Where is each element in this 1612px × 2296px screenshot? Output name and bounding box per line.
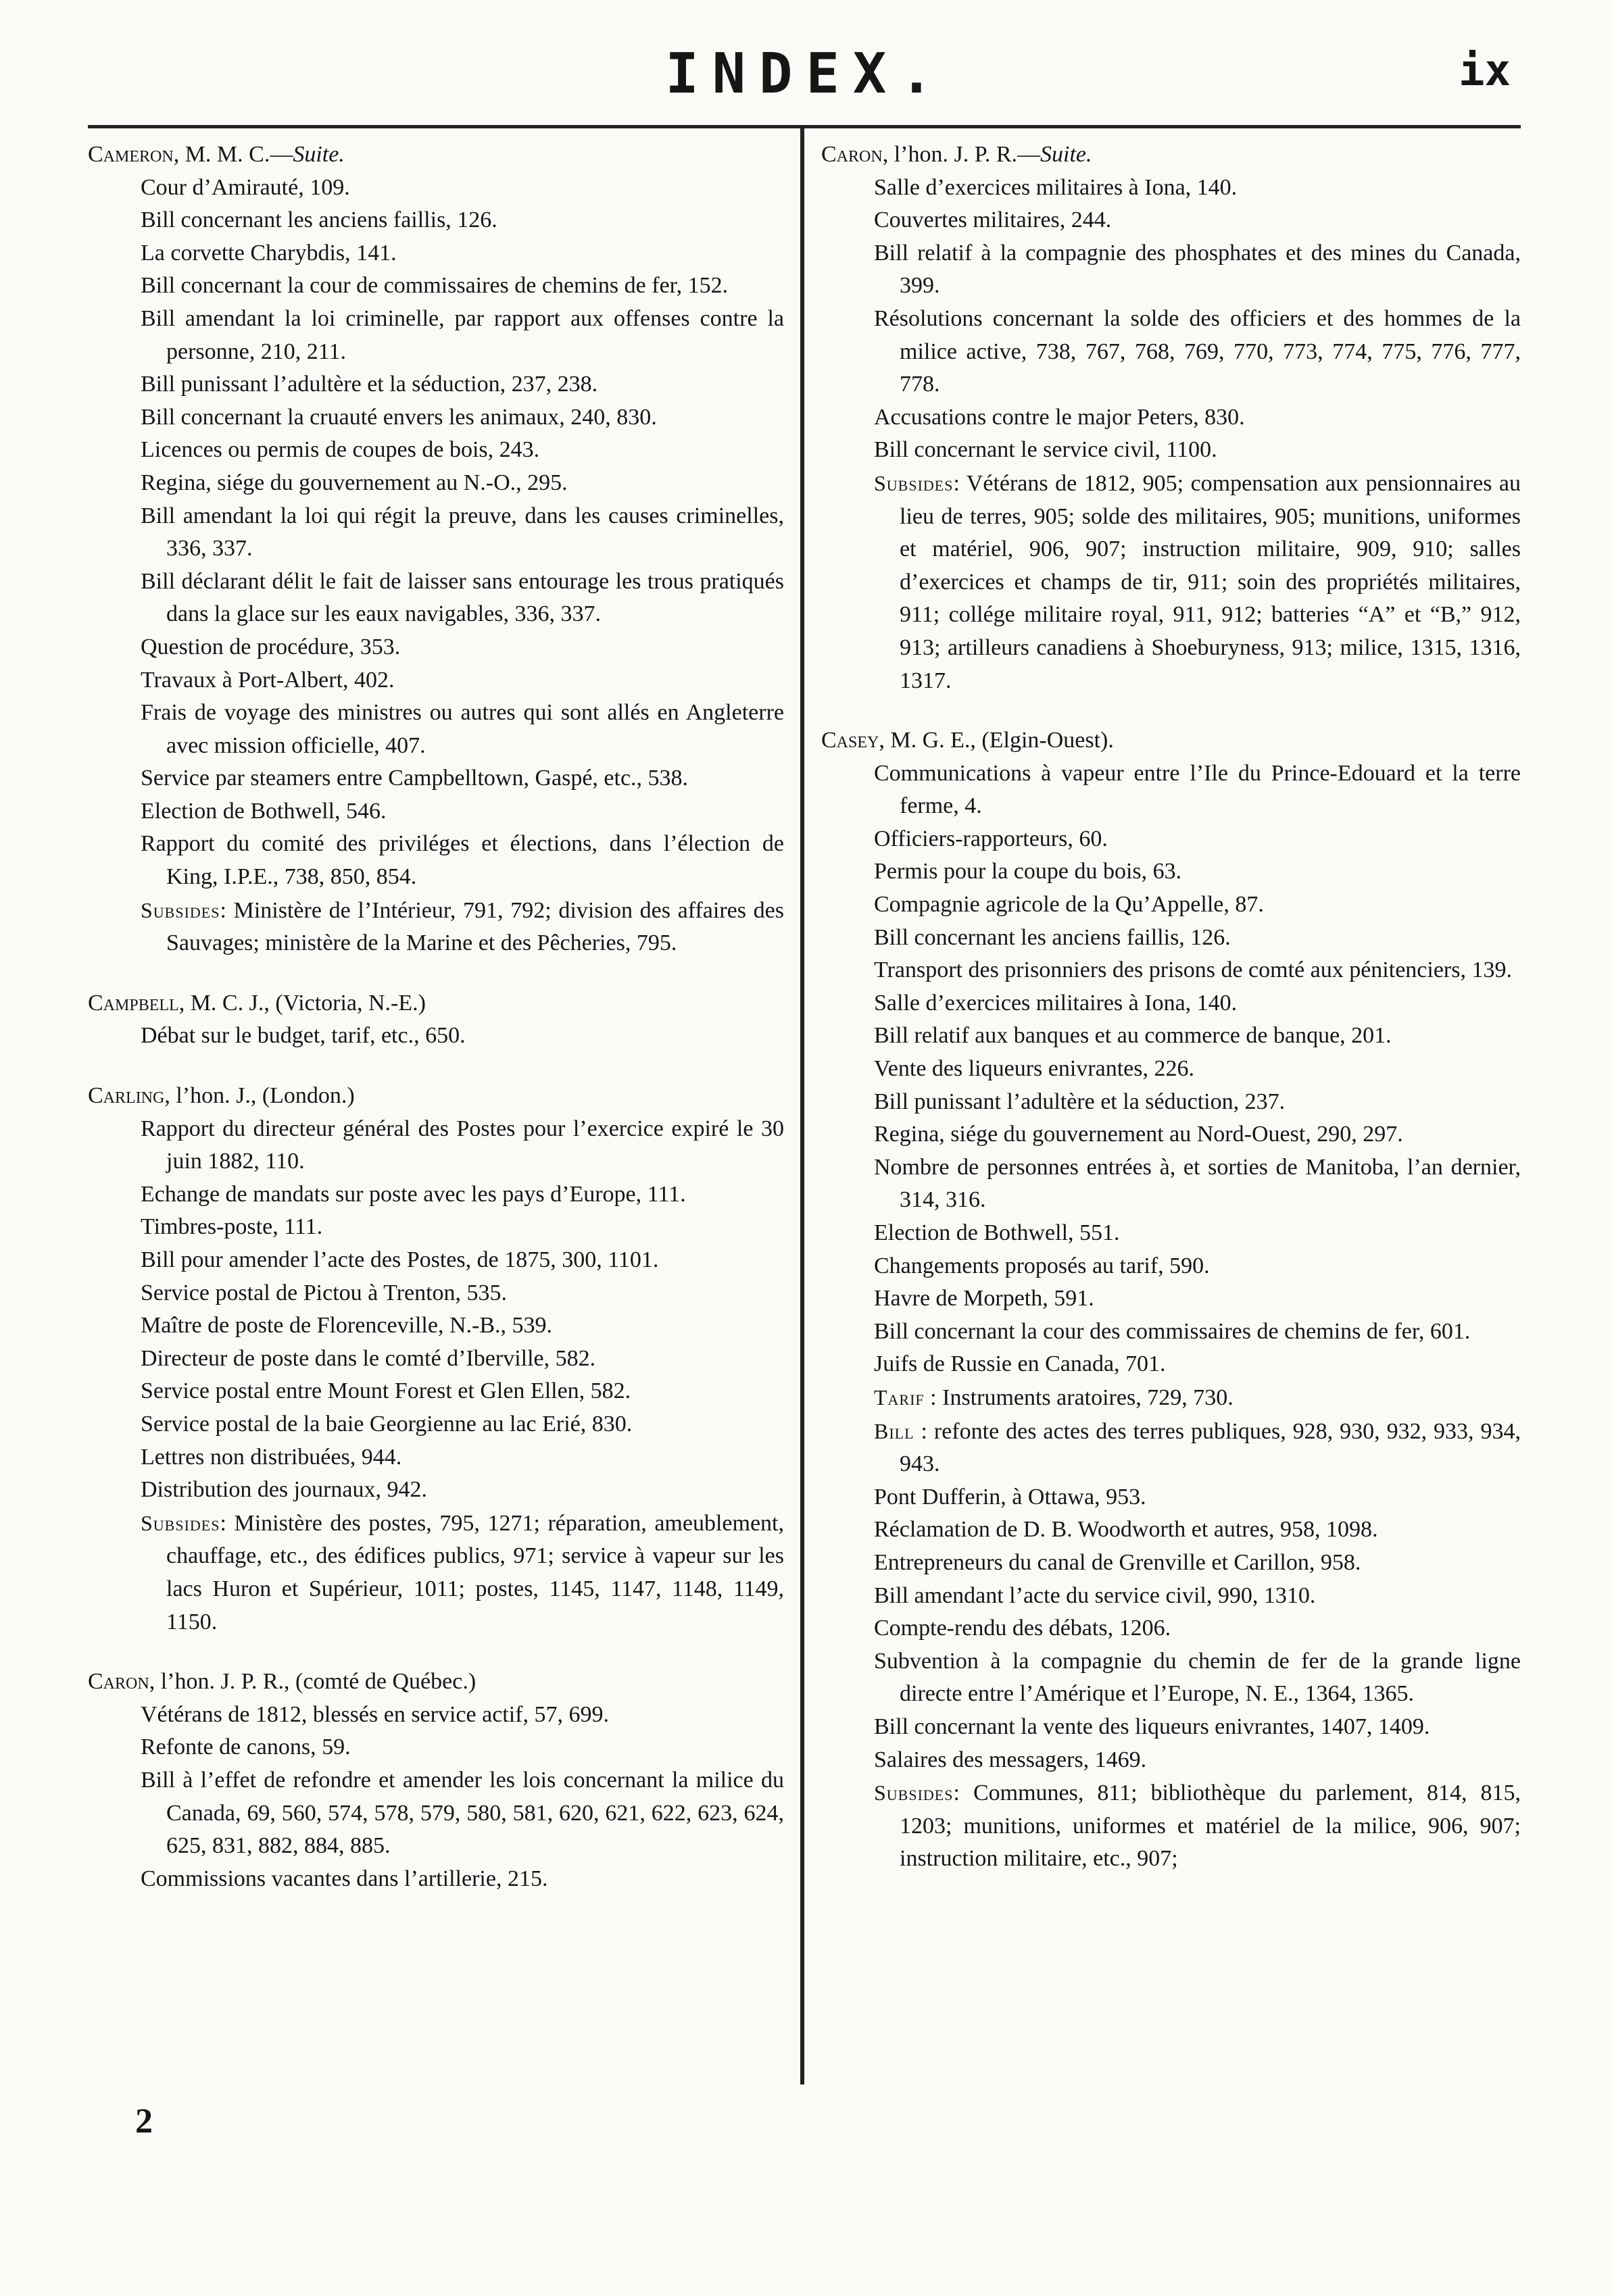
subentry: Distribution des journaux, 942.	[141, 1477, 428, 1503]
subentry: Bill concernant les anciens faillis, 126.	[874, 924, 1231, 950]
left-column	[88, 139, 784, 1895]
subentry: Frais de voyage des ministres ou autres qui sont allés en Angleterre avec mission officielle, 407.	[141, 700, 784, 758]
subentry: Service par steamers entre Campbelltown, Gaspé, etc., 538.	[141, 766, 689, 791]
subentry: Bill punissant l’adultère et la séduction, 237, 238.	[141, 372, 598, 397]
subentry: Election de Bothwell, 546.	[141, 798, 387, 824]
page-header	[0, 42, 1612, 116]
subentry: Rapport du directeur général des Postes pour l’exercice expiré le 30 juin 1882, 110.	[141, 1116, 784, 1174]
subsides-text: : Ministère de l’Intérieur, 791, 792; division des affaires des Sauvages; ministère de la Marine et des Pêcheries, 795.	[166, 897, 784, 956]
subentry	[821, 1415, 1521, 1481]
subentry: Regina, siége du gouvernement au N.-O., 295.	[141, 470, 568, 495]
entry-heading	[88, 1080, 784, 1113]
subentry: Service postal entre Mount Forest et Glen Ellen, 582.	[141, 1378, 631, 1404]
subentry: Refonte de canons, 59.	[141, 1735, 351, 1760]
right-column	[821, 139, 1521, 1876]
subentry-text: : Instruments aratoires, 729, 730.	[924, 1384, 1234, 1410]
entry-heading	[88, 139, 784, 172]
subentry: Bill concernant la vente des liqueurs enivrantes, 1407, 1409.	[874, 1714, 1430, 1739]
subentry: Accusations contre le major Peters, 830.	[874, 404, 1245, 430]
subentry: Bill à l’effet de refondre et amender les lois concernant la milice du Canada, 69, 560, 574, 578, 579, 580, 581, 620, 621, 622, 623, 624, 625, 831, 882, 884, 885.	[141, 1767, 784, 1859]
entry-heading	[821, 724, 1521, 757]
subentry: Réclamation de D. B. Woodworth et autres, 958, 1098.	[874, 1517, 1378, 1543]
subentry	[821, 1381, 1521, 1415]
index-entry	[821, 724, 1521, 1876]
subentry: Regina, siége du gouvernement au Nord-Ouest, 290, 297.	[874, 1122, 1403, 1147]
subentry: Travaux à Port-Albert, 402.	[141, 667, 395, 693]
index-entry	[88, 1080, 784, 1639]
subsides-text: : Ministère des postes, 795, 1271; réparation, ameublement, chauffage, etc., des édifices publics, 971; service à vapeur sur les lacs Huron et Supérieur, 1011; postes, 1145, 1147, 1148, 1149, 1150.	[166, 1510, 784, 1634]
index-entry	[821, 139, 1521, 697]
subentry: Directeur de poste dans le comté d’Iberville, 582.	[141, 1345, 596, 1371]
entry-name: Caron	[88, 1669, 149, 1695]
signature-mark: 2	[135, 2102, 153, 2141]
subentry: Transport des prisonniers des prisons de comté aux pénitenciers, 139.	[874, 957, 1512, 983]
subsides-entry	[88, 894, 784, 960]
entry-details: , l’hon. J. P. R.—	[882, 142, 1041, 167]
subentry: Couvertes militaires, 244.	[874, 207, 1112, 233]
entry-heading	[88, 987, 784, 1020]
subentry-text: : refonte des actes des terres publiques, 928, 930, 932, 933, 934, 943.	[900, 1418, 1521, 1477]
subentry: Election de Bothwell, 551.	[874, 1220, 1120, 1245]
top-rule	[88, 125, 1521, 128]
subentry: Bill relatif à la compagnie des phosphates et des mines du Canada, 399.	[874, 240, 1521, 299]
subentry: La corvette Charybdis, 141.	[141, 240, 397, 266]
subentry: Cour d’Amirauté, 109.	[141, 174, 350, 200]
subentry: Résolutions concernant la solde des officiers et des hommes de la milice active, 738, 767, 768, 769, 770, 773, 774, 775, 776, 777, 778.	[874, 305, 1521, 397]
index-entry	[88, 1666, 784, 1895]
column-divider	[800, 125, 804, 2085]
subentry: Bill relatif aux banques et au commerce de banque, 201.	[874, 1023, 1392, 1049]
entry-name: Carling	[88, 1083, 165, 1109]
subentry: Havre de Morpeth, 591.	[874, 1286, 1094, 1312]
subentry: Question de procédure, 353.	[141, 634, 401, 659]
subentry: Vente des liqueurs enivrantes, 226.	[874, 1056, 1194, 1082]
entry-name: Cameron	[88, 142, 174, 167]
entry-name: Casey	[821, 728, 879, 753]
subentry-label: Tarif	[874, 1384, 925, 1409]
subentry-label: Bill	[874, 1418, 914, 1443]
subentry: Bill amendant la loi qui régit la preuve, dans les causes criminelles, 336, 337.	[141, 503, 784, 561]
subentry: Bill concernant le service civil, 1100.	[874, 437, 1217, 463]
subentry: Bill concernant la cruauté envers les animaux, 240, 830.	[141, 404, 657, 430]
subentry: Bill amendant l’acte du service civil, 990, 1310.	[874, 1582, 1316, 1608]
subentry: Bill punissant l’adultère et la séduction, 237.	[874, 1089, 1286, 1114]
subentry: Echange de mandats sur poste avec les pays d’Europe, 111.	[141, 1181, 686, 1207]
subentry: Subvention à la compagnie du chemin de fer de la grande ligne directe entre l’Amérique et l’Europe, N. E., 1364, 1365.	[874, 1648, 1521, 1707]
entry-details: , M. M. C.—	[173, 142, 293, 167]
index-entry	[88, 987, 784, 1053]
subentry: Permis pour la coupe du bois, 63.	[874, 859, 1182, 884]
subentry: Bill concernant la cour des commissaires de chemins de fer, 601.	[874, 1318, 1471, 1344]
entry-name: Caron	[821, 142, 883, 167]
subentry: Débat sur le budget, tarif, etc., 650.	[141, 1023, 466, 1049]
subentry: Entrepreneurs du canal de Grenville et Carillon, 958.	[874, 1549, 1361, 1575]
subentry: Rapport du comité des priviléges et élections, dans l’élection de King, I.P.E., 738, 850, 854.	[141, 831, 784, 890]
subsides-label: Subsides	[141, 897, 220, 922]
subsides-entry	[821, 467, 1521, 697]
entry-details: , l’hon. J. P. R., (comté de Québec.)	[149, 1669, 477, 1695]
subentry: Compte-rendu des débats, 1206.	[874, 1616, 1171, 1641]
entry-details: , l’hon. J., (London.)	[164, 1083, 355, 1109]
subentry: Salaires des messagers, 1469.	[874, 1747, 1147, 1772]
subsides-text: : Vétérans de 1812, 905; compensation aux pensionnaires au lieu de terres, 905; solde des militaires, 905; munitions, uniformes et matériel, 906, 907; instruction militaire, 909, 910; salles d’exercices et champs de tir, 911; soin des propriétés militaires, 911; collége militaire royal, 911, 912; batteries “A” et “B,” 912, 913; artilleurs canadiens à Shoeburyness, 913; milice, 1315, 1316, 1317.	[900, 470, 1521, 693]
subentry: Bill concernant les anciens faillis, 126.	[141, 207, 497, 233]
subentry: Vétérans de 1812, blessés en service actif, 57, 699.	[141, 1701, 609, 1727]
subentry: Officiers-rapporteurs, 60.	[874, 826, 1108, 851]
subentry: Pont Dufferin, à Ottawa, 953.	[874, 1484, 1146, 1509]
subsides-entry	[88, 1507, 784, 1639]
subentry: Licences ou permis de coupes de bois, 243.	[141, 437, 540, 463]
entry-suite: Suite.	[293, 142, 345, 167]
page-number: ix	[1458, 46, 1511, 96]
subentry: Juifs de Russie en Canada, 701.	[874, 1351, 1166, 1377]
subentry: Timbres-poste, 111.	[141, 1214, 323, 1240]
subentry: Salle d’exercices militaires à Iona, 140.	[874, 174, 1238, 200]
subsides-label: Subsides	[141, 1510, 220, 1535]
subentry: Service postal de Pictou à Trenton, 535.	[141, 1280, 508, 1305]
subentry: Service postal de la baie Georgienne au lac Erié, 830.	[141, 1411, 633, 1437]
subentry: Bill déclarant délit le fait de laisser sans entourage les trous pratiqués dans la glace sur les eaux navigables, 336, 337.	[141, 568, 784, 627]
subentry: Bill concernant la cour de commissaires de chemins de fer, 152.	[141, 273, 729, 299]
entry-name: Campbell	[88, 990, 179, 1016]
entry-details: , M. C. J., (Victoria, N.-E.)	[178, 990, 426, 1016]
entry-heading	[88, 1666, 784, 1699]
subentry: Changements proposés au tarif, 590.	[874, 1253, 1210, 1278]
subentry: Nombre de personnes entrées à, et sorties de Manitoba, l’an dernier, 314, 316.	[874, 1154, 1521, 1213]
subentry: Bill amendant la loi criminelle, par rapport aux offenses contre la personne, 210, 211.	[141, 305, 784, 364]
subentry: Communications à vapeur entre l’Ile du Prince-Edouard et la terre ferme, 4.	[874, 760, 1521, 819]
subentry: Bill pour amender l’acte des Postes, de 1875, 300, 1101.	[141, 1247, 659, 1272]
subentry: Commissions vacantes dans l’artillerie, 215.	[141, 1866, 548, 1891]
subsides-entry	[821, 1776, 1521, 1876]
subentry: Maître de poste de Florenceville, N.-B., 539.	[141, 1313, 553, 1339]
subsides-text: : Communes, 811; bibliothèque du parlement, 814, 815, 1203; munitions, uniformes et matériel de la milice, 906, 907; instruction militaire, etc., 907;	[900, 1780, 1521, 1872]
page-title: INDEX.	[665, 42, 947, 106]
entry-heading	[821, 139, 1521, 172]
subsides-label: Subsides	[874, 1780, 954, 1805]
subentry: Compagnie agricole de la Qu’Appelle, 87.	[874, 892, 1264, 918]
entry-suite: Suite.	[1040, 142, 1092, 167]
subentry: Lettres non distribuées, 944.	[141, 1444, 402, 1470]
index-entry	[88, 139, 784, 960]
entry-details: , M. G. E., (Elgin-Ouest).	[879, 728, 1114, 753]
subsides-label: Subsides	[874, 470, 954, 495]
subentry: Salle d’exercices militaires à Iona, 140.	[874, 990, 1238, 1016]
